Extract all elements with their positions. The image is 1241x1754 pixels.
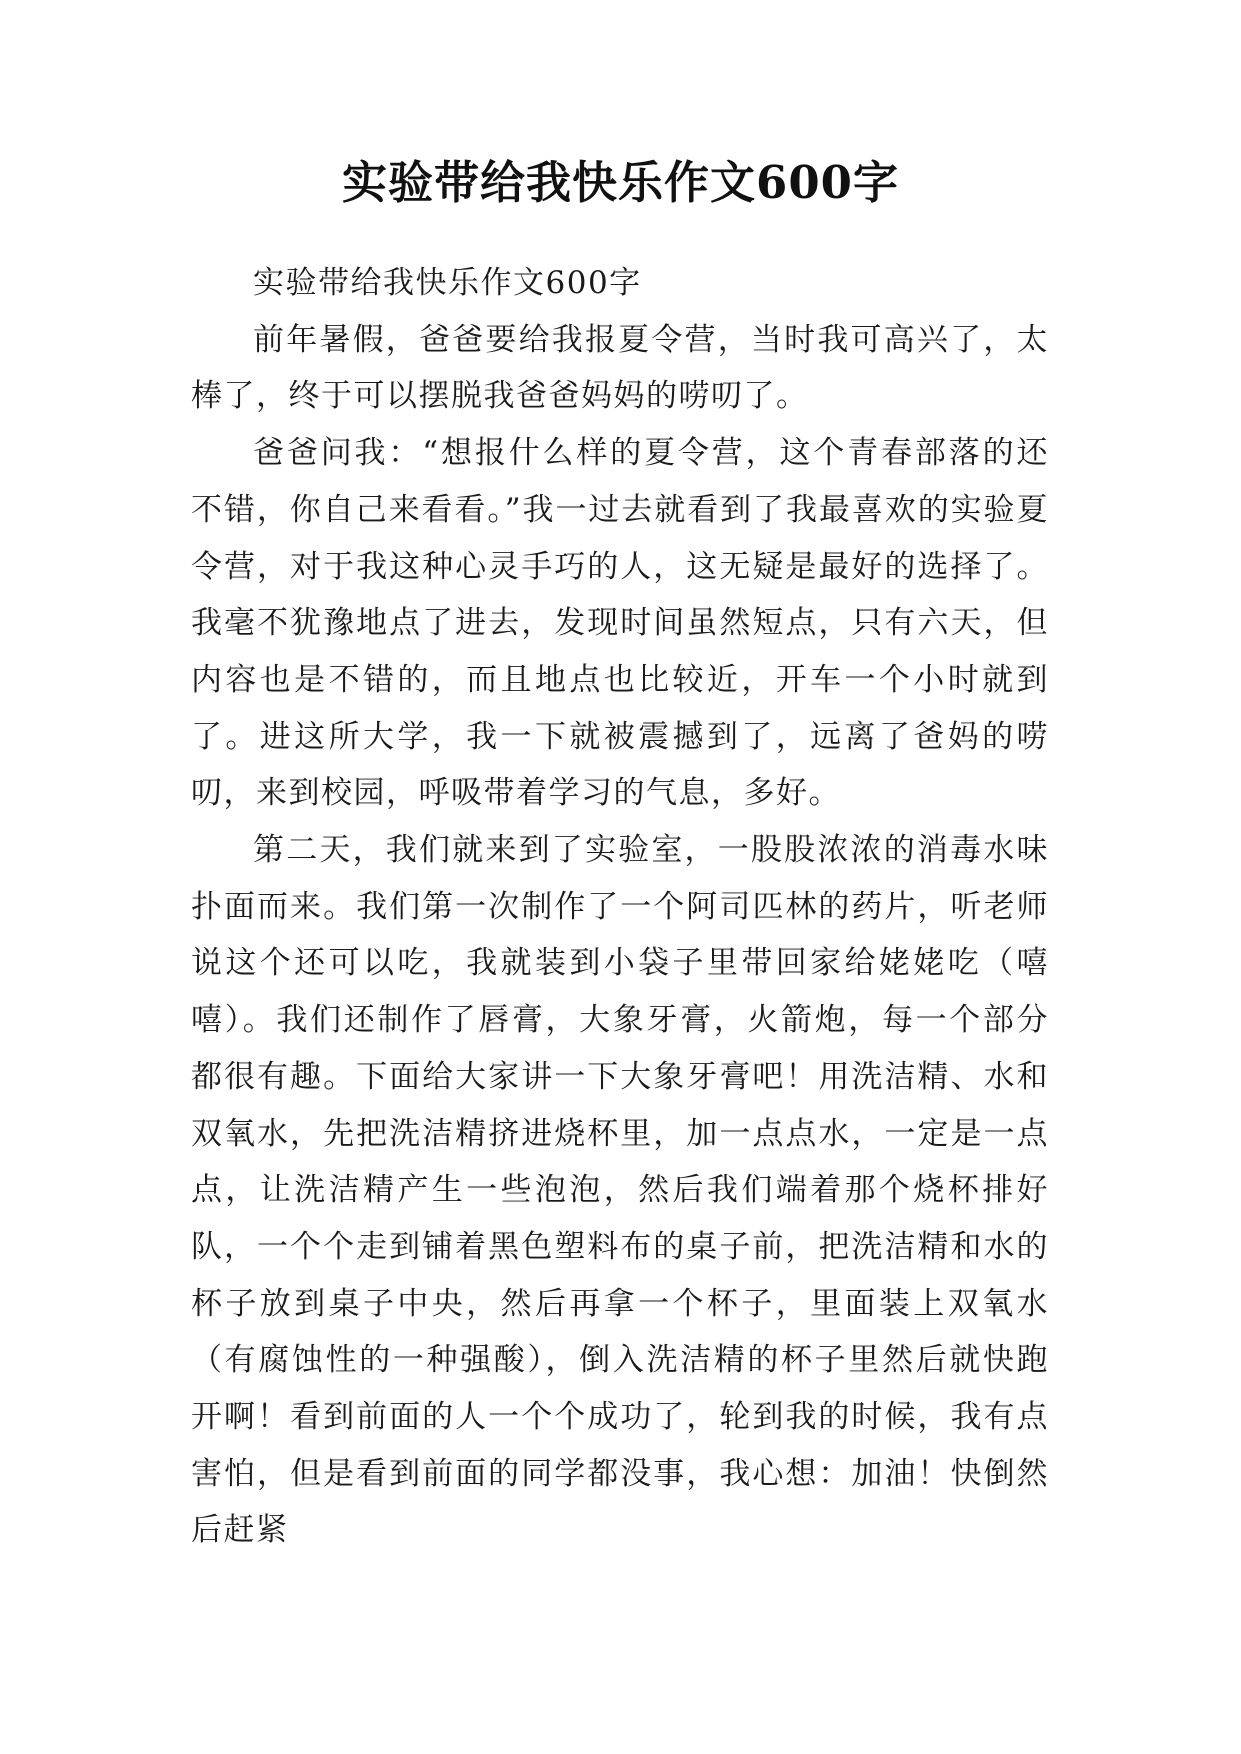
paragraph-lab-experiments: 第二天，我们就来到了实验室，一股股浓浓的消毒水味扑面而来。我们第一次制作了一个阿司匹林的药片，听老师说这个还可以吃，我就装到小袋子里带回家给姥姥吃（嘻嘻）。我们还制作了唇膏，大象牙膏，火箭炮，每一个部分都很有趣。下面给大家讲一下大象牙膏吧！用洗洁精、水和双氧水，先把洗洁精挤进烧杯里，加一点点水，一定是一点点，让洗洁精产生一些泡泡，然后我们端着那个烧杯排好队，一个个走到铺着黑色塑料布的桌子前，把洗洁精和水的杯子放到桌子中央，然后再拿一个杯子，里面装上双氧水（有腐蚀性的一种强酸），倒入洗洁精的杯子里然后就快跑开啊！看到前面的人一个个成功了，轮到我的时候，我有点害怕，但是看到前面的同学都没事，我心想：加油！快倒然后赶紧 bbox=[191, 832, 1049, 1549]
paragraph-choosing-camp: 爸爸问我：“想报什么样的夏令营，这个青春部落的还不错，你自己来看看。”我一过去就看到了我最喜欢的实验夏令营，对于我这种心灵手巧的人，这无疑是最好的选择了。我毫不犹豫地点了进去，发现时间虽然短点，只有六天，但内容也是不错的，而且地点也比较近，开车一个小时就到了。进这所大学，我一下就被震撼到了，远离了爸妈的唠叨，来到校园，呼吸带着学习的气息，多好。 bbox=[191, 435, 1049, 812]
document-title: 实验带给我快乐作文600字 bbox=[342, 156, 899, 209]
document-body bbox=[191, 255, 1049, 1559]
paragraph-summer-camp-intro: 前年暑假，爸爸要给我报夏令营，当时我可高兴了，太棒了，终于可以摆脱我爸爸妈妈的唠叨了。 bbox=[191, 321, 1049, 415]
paragraph-subtitle: 实验带给我快乐作文600字 bbox=[253, 265, 642, 301]
